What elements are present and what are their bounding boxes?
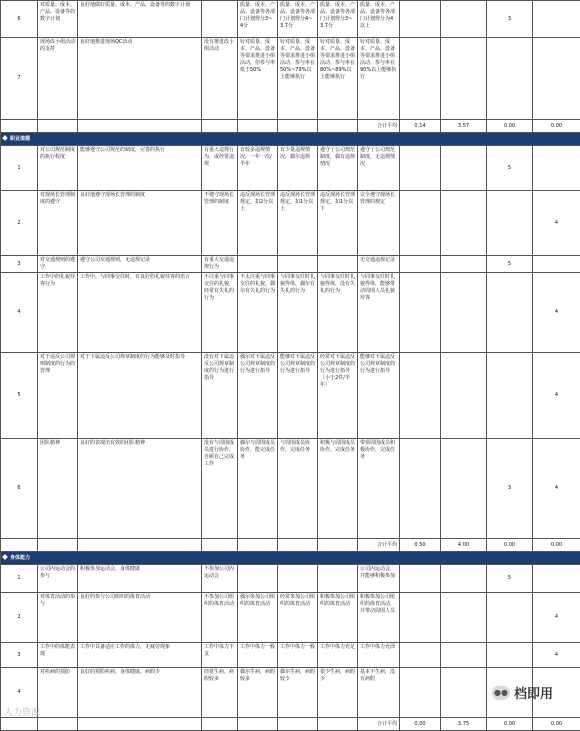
item-name: 对疾病的预防: [38, 668, 78, 718]
watermark-brand: 档即用: [514, 683, 553, 702]
score-1: [400, 191, 441, 256]
score-3: [487, 643, 533, 668]
criteria-level-1: 没有与周围成员进行协作，自顾自己完成工作: [202, 439, 238, 539]
total-row: [1, 718, 580, 731]
score-1: [400, 643, 441, 668]
total-value: 0.00: [487, 120, 533, 133]
score-4: 4: [533, 439, 580, 539]
criteria-level-5: 带领周围成员积极协作，完成任务: [358, 439, 400, 539]
criteria-level-1: 不遵守现场长管理的制度: [202, 191, 238, 256]
score-3: [487, 191, 533, 256]
criteria-level-4: 质量、成本、产品、设备等各部门计划得分3~3.7分: [318, 1, 358, 38]
wechat-icon: ●●: [492, 686, 510, 700]
item-name: 工作中的礼貌待客行为: [38, 273, 78, 353]
total-label: 合计平均: [358, 539, 400, 552]
criteria-level-1: 有重大交通违规行为: [202, 256, 238, 273]
score-2: [441, 565, 487, 593]
table-row: [1, 256, 580, 273]
criteria-level-4: 经常对下属违反公司规章制度的行为进行指导（小于2件/半年）: [318, 353, 358, 439]
total-value: 3.57: [441, 120, 487, 133]
score-4: [533, 256, 580, 273]
criteria-level-2: [238, 565, 278, 593]
item-description: 遵守公司交通规则，无违规记录: [78, 256, 202, 273]
criteria-level-5: 积极参加公司组织的体育活动，并带动周围人员: [358, 593, 400, 643]
criteria-level-2: [238, 256, 278, 273]
total-label: 合计平均: [358, 718, 400, 731]
row-number: 3: [1, 256, 38, 273]
criteria-level-3: 针对质量、成本、产品、设备等要求推进小组活动，参与率在50%~79%以上能够执行: [278, 38, 318, 120]
total-value: 0.00: [533, 718, 580, 731]
criteria-level-4: 工作中体力充足: [318, 643, 358, 668]
empty-cell: [278, 718, 318, 731]
criteria-level-4: 遵守了公司规范制度，偶有违规情况: [318, 146, 358, 191]
score-1: [400, 439, 441, 539]
criteria-level-5: 基本不生病，没有病假: [358, 668, 400, 718]
criteria-level-5: 遵守了公司规范制度，无违规情况: [358, 146, 400, 191]
total-row: [1, 539, 580, 552]
score-4: 4: [533, 273, 580, 353]
row-number: 7: [1, 38, 38, 120]
section-header: [1, 133, 580, 146]
criteria-level-2: 偶尔对下属违反公司规章制度的行为进行指导: [238, 353, 278, 439]
criteria-level-4: [318, 256, 358, 273]
item-name: 团队精神: [38, 439, 78, 539]
row-number: 6: [1, 1, 38, 38]
score-3: 5: [487, 146, 533, 191]
empty-cell: [318, 539, 358, 552]
score-1: [400, 353, 441, 439]
criteria-level-5: 完全遵守现场长管理的规定: [358, 191, 400, 256]
criteria-level-1: 工作中体力不支: [202, 643, 238, 668]
empty-cell: [202, 718, 238, 731]
empty-cell: [278, 539, 318, 552]
criteria-level-4: 很少生病，病假少: [318, 668, 358, 718]
table-row: [1, 146, 580, 191]
item-description: 能够遵守公司规范的制度，完善的执行: [78, 146, 202, 191]
item-description: 工作中具备适应工作的体力，无疲劳现象: [78, 643, 202, 668]
criteria-level-4: 与同事交往时礼貌得体，没有失礼的行为: [318, 273, 358, 353]
score-4: 4: [533, 191, 580, 256]
criteria-level-2: 工作中体力一般: [238, 643, 278, 668]
score-2: [441, 353, 487, 439]
criteria-level-3: 经常参加公司组织的体育活动: [278, 593, 318, 643]
total-value: 4.00: [441, 539, 487, 552]
criteria-level-3: 工作中体力一般: [278, 643, 318, 668]
criteria-level-2: 有较多违规情况，一年一次/半年: [238, 146, 278, 191]
item-description: 良好地做好质量、成本、产品、设备等的数字计划: [78, 1, 202, 38]
table-row: [1, 565, 580, 593]
item-name: 公司内运动会的参与: [38, 565, 78, 593]
score-2: [441, 256, 487, 273]
empty-cell: [318, 120, 358, 133]
item-name: 现场改小组活动的支持: [38, 38, 78, 120]
criteria-level-3: 质量、成本、产品、设备等各部门计划得分4~3.7分: [278, 1, 318, 38]
total-value: 0.00: [400, 718, 441, 731]
section-cell: [1, 133, 580, 146]
table-row: [1, 1, 580, 38]
score-2: [441, 643, 487, 668]
criteria-level-3: 与同事交往时礼貌得体，偶尔有失礼的行为: [278, 273, 318, 353]
score-2: [441, 38, 487, 120]
score-1: [400, 38, 441, 120]
criteria-level-2: 偶尔与周围成员协作，能完成任务: [238, 439, 278, 539]
section-header: [1, 552, 580, 565]
score-2: [441, 668, 487, 718]
row-number: 2: [1, 593, 38, 643]
criteria-level-2: 针对质量、成本、产品、设备等要求推进小组活动，但参与率低于50%: [238, 38, 278, 120]
total-value: 3.75: [441, 718, 487, 731]
total-value: 0.00: [533, 539, 580, 552]
item-description: 对于下属违反公司规章制度的行为能够及时指导: [78, 353, 202, 439]
score-1: [400, 146, 441, 191]
row-number: 1: [1, 146, 38, 191]
criteria-level-5: 无交通违规记录: [358, 256, 400, 273]
table-row: [1, 38, 580, 120]
table-row: [1, 593, 580, 643]
row-number: 4: [1, 273, 38, 353]
criteria-level-2: 不太注重与同事交往的礼貌，偶尔有失礼的行为: [238, 273, 278, 353]
criteria-level-2: 质量、成本、产品、设备等各部门计划得分3~4分: [238, 1, 278, 38]
item-name: 对体育活动的参与: [38, 593, 78, 643]
score-4: [533, 146, 580, 191]
empty-cell: [238, 718, 278, 731]
item-description: 良好的表现出有效的团队精神: [78, 439, 202, 539]
total-value: 0.00: [487, 718, 533, 731]
empty-cell: [202, 120, 238, 133]
table-row: [1, 439, 580, 539]
item-description: 积极参加运动会，身体健康: [78, 565, 202, 593]
item-name: 对公司规范制度的执行程度: [38, 146, 78, 191]
item-name: 工作中的体能表现: [38, 643, 78, 668]
item-name: 对于违反公司规则制度的行为的管理: [38, 353, 78, 439]
item-name: 对现场长管理制度的遵守: [38, 191, 78, 256]
criteria-level-5: 能够对下属违反公司规章制度的行为进行指导: [358, 353, 400, 439]
empty-cell: [78, 718, 202, 731]
total-value: 0.00: [533, 120, 580, 133]
score-4: 4: [533, 593, 580, 643]
section-title: 职业道德: [10, 136, 30, 142]
row-number: 3: [1, 643, 38, 668]
row-number: 6: [1, 439, 38, 539]
criteria-level-5: 针对质量、成本、产品、设备等要求推进小组活动，参与率在90%以上能够执行: [358, 38, 400, 120]
score-3: 3: [487, 1, 533, 38]
score-3: [487, 353, 533, 439]
diamond-bullet-icon: [2, 135, 8, 141]
watermark-left: 人力资源: [4, 705, 40, 718]
total-row: [1, 120, 580, 133]
score-1: [400, 256, 441, 273]
criteria-level-3: 能够对下属违反公司规章制度的行为进行指导: [278, 353, 318, 439]
criteria-level-1: 有重大违规行为，或经常违规: [202, 146, 238, 191]
score-2: [441, 191, 487, 256]
criteria-level-5: 公司内运动会，并能够积极参加: [358, 565, 400, 593]
score-1: [400, 668, 441, 718]
criteria-level-2: 违反现场长管理规定，扣2分以上: [238, 191, 278, 256]
table-row: [1, 273, 580, 353]
score-3: 3: [487, 439, 533, 539]
criteria-level-1: 经常生病，病假较多: [202, 668, 238, 718]
row-number: 1: [1, 565, 38, 593]
table-row: [1, 643, 580, 668]
score-2: [441, 593, 487, 643]
empty-cell: [1, 718, 38, 731]
row-number: 2: [1, 191, 38, 256]
item-description: 工作中，与同事交往时，有良好的礼貌待客的语言: [78, 273, 202, 353]
criteria-level-1: 不参加公司组织的体育活动: [202, 593, 238, 643]
section-title: 身体能力: [10, 555, 30, 561]
criteria-level-4: 针对质量、成本、产品、设备等要求推进小组活动，参与率在80%~89%以上能够执行: [318, 38, 358, 120]
empty-cell: [238, 120, 278, 133]
criteria-level-3: 偶尔生病，病假较少: [278, 668, 318, 718]
empty-cell: [238, 539, 278, 552]
score-1: [400, 273, 441, 353]
score-4: 4: [533, 353, 580, 439]
criteria-level-4: 积极参加公司组织的体育活动: [318, 593, 358, 643]
score-1: [400, 1, 441, 38]
criteria-level-4: 违反现场长管理规定，扣1分以下: [318, 191, 358, 256]
item-description: 良好地推进现场QC活动: [78, 38, 202, 120]
score-3: [487, 593, 533, 643]
score-3: 5: [487, 256, 533, 273]
criteria-level-1: 没有推进改小组活动: [202, 38, 238, 120]
watermark-right: [492, 683, 553, 702]
total-value: 0.14: [400, 120, 441, 133]
score-4: [533, 565, 580, 593]
empty-cell: [202, 539, 238, 552]
empty-cell: [38, 539, 78, 552]
empty-cell: [38, 718, 78, 731]
score-2: [441, 146, 487, 191]
item-description: 良好的预防疾病，身体健康，病假少: [78, 668, 202, 718]
item-name: 对质量、成本、产品、设备等的数字计划: [38, 1, 78, 38]
criteria-level-1: 不注重与同事交往的礼貌，经常有失礼的行为: [202, 273, 238, 353]
score-1: [400, 565, 441, 593]
score-4: 4: [533, 643, 580, 668]
empty-cell: [78, 120, 202, 133]
criteria-level-5: 质量、成本、产品、设备等各部门计划得分为4以上: [358, 1, 400, 38]
diamond-bullet-icon: [2, 554, 8, 560]
criteria-level-5: 与同事交往时礼貌得体，能够带动周围人员礼貌待客: [358, 273, 400, 353]
criteria-level-3: 与周围成员协作，完成任务: [278, 439, 318, 539]
empty-cell: [78, 539, 202, 552]
criteria-level-3: 违反现场长管理规定，扣1分以上: [278, 191, 318, 256]
score-2: [441, 273, 487, 353]
score-2: [441, 1, 487, 38]
score-4: [533, 1, 580, 38]
empty-cell: [1, 120, 38, 133]
criteria-level-2: 偶尔生病，病假较多: [238, 668, 278, 718]
empty-cell: [1, 539, 38, 552]
criteria-level-3: [278, 256, 318, 273]
criteria-level-4: 积极与周围成员协作，完成任务: [318, 439, 358, 539]
total-value: 0.00: [487, 539, 533, 552]
table-row: [1, 353, 580, 439]
criteria-level-1: 不参加公司内运动会: [202, 565, 238, 593]
criteria-level-1: [202, 1, 238, 38]
score-3: 5: [487, 565, 533, 593]
score-2: [441, 439, 487, 539]
section-cell: [1, 552, 580, 565]
total-value: 0.50: [400, 539, 441, 552]
empty-cell: [38, 120, 78, 133]
criteria-level-1: 没有对下属违反公司规章制度的行为进行指导: [202, 353, 238, 439]
score-1: [400, 593, 441, 643]
empty-cell: [278, 120, 318, 133]
criteria-level-2: 偶尔参加公司组织的体育活动: [238, 593, 278, 643]
item-description: 良好的参与公司组织的体育活动: [78, 593, 202, 643]
criteria-level-4: [318, 565, 358, 593]
score-3: [487, 38, 533, 120]
empty-cell: [318, 718, 358, 731]
criteria-level-3: [278, 565, 318, 593]
criteria-level-3: 有少量违规情况，偶尔违规: [278, 146, 318, 191]
row-number: 4: [1, 668, 38, 718]
score-3: [487, 273, 533, 353]
item-description: 良好地遵守现场长管理的制度: [78, 191, 202, 256]
score-4: [533, 38, 580, 120]
row-number: 5: [1, 353, 38, 439]
table-row: [1, 191, 580, 256]
criteria-level-5: 工作中体力充沛: [358, 643, 400, 668]
item-name: 对交通规则的遵守: [38, 256, 78, 273]
total-label: 合计平均: [358, 120, 400, 133]
